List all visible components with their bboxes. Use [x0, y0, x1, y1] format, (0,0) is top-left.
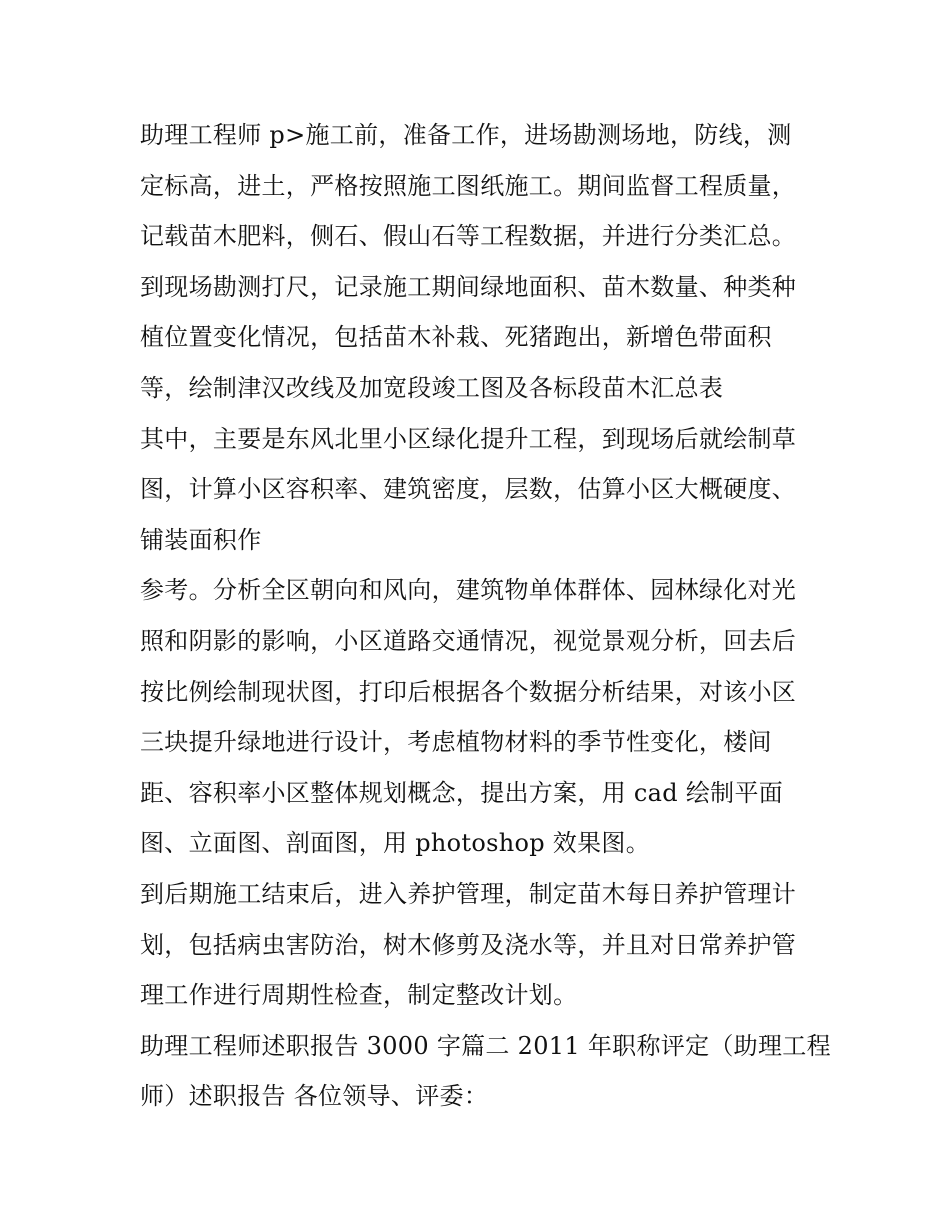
text-line: 三块提升绿地进行设计，考虑植物材料的季节性变化，楼间: [140, 728, 772, 757]
text-line: 理工作进行周期性检查，制定整改计划。: [140, 981, 578, 1010]
text-line: 划，包括病虫害防治，树木修剪及浇水等，并且对日常养护管: [140, 930, 797, 959]
text-line: 记载苗木肥料，侧石、假山石等工程数据，并进行分类汇总。: [140, 222, 797, 251]
text-line: 照和阴影的影响，小区道路交通情况，视觉景观分析，回去后: [140, 626, 797, 655]
text-line: 师）述职报告 各位领导、评委：: [140, 1082, 489, 1111]
text-line: 参考。分析全区朝向和风向，建筑物单体群体、园林绿化对光: [140, 576, 797, 605]
text-line: 定标高，进土，严格按照施工图纸施工。期间监督工程质量，: [140, 171, 797, 200]
text-line: 图、立面图、剖面图，用 photoshop 效果图。: [140, 829, 651, 858]
document-body: [140, 110, 831, 1122]
text-line: 助理工程师 p>施工前，准备工作，进场勘测场地，防线，测: [140, 121, 792, 149]
text-line: 其中，主要是东风北里小区绿化提升工程，到现场后就绘制草: [140, 424, 797, 453]
text-line: 距、容积率小区整体规划概念，提出方案，用 cad 绘制平面: [140, 778, 784, 807]
text-line: 按比例绘制现状图，打印后根据各个数据分析结果，对该小区: [140, 677, 797, 706]
text-line: 等，绘制津汉改线及加宽段竣工图及各标段苗木汇总表: [140, 373, 724, 402]
text-line: 铺装面积作: [140, 525, 262, 554]
text-line: 助理工程师述职报告 3000 字篇二 2011 年职称评定（助理工程: [140, 1031, 831, 1060]
text-line: 植位置变化情况，包括苗木补栽、死猪跑出，新增色带面积: [140, 323, 772, 352]
text-line: 图，计算小区容积率、建筑密度，层数，估算小区大概硬度、: [140, 475, 797, 504]
text-line: 到后期施工结束后，进入养护管理，制定苗木每日养护管理计: [140, 879, 797, 908]
text-line: 到现场勘测打尺，记录施工期间绿地面积、苗木数量、种类种: [140, 272, 797, 301]
